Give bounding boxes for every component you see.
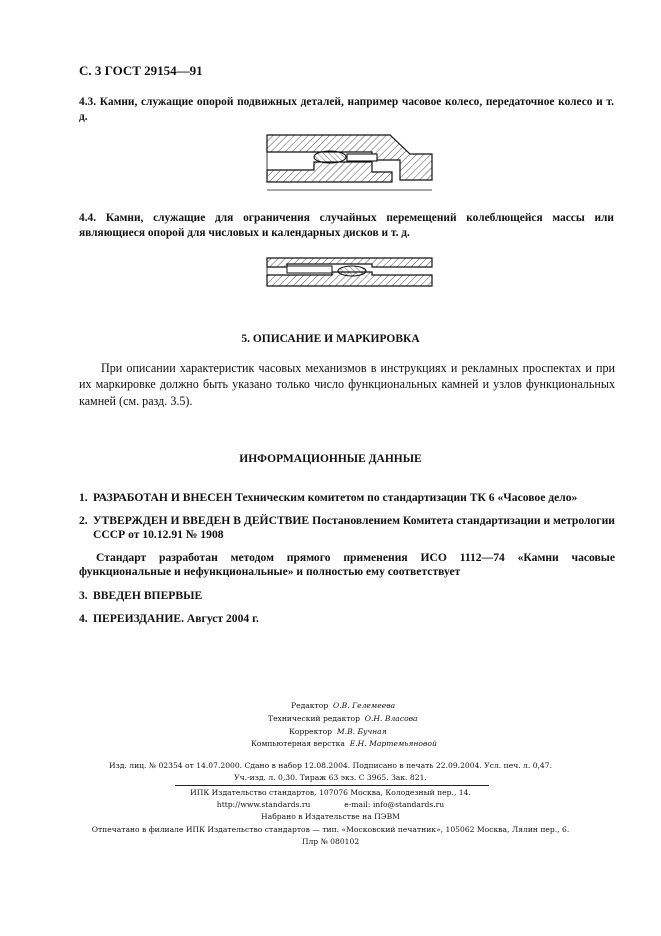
printing-info-line-4: Отпечатано в филиале ИПК Издательство стандартов — тип. «Московский печатник», 105062 Москва, Лялин пер., 6. (91, 824, 570, 834)
layout-label: Компьютерная верстка (251, 739, 345, 749)
printing-info-line-5: Плр № 080102 (301, 836, 360, 846)
item-text: Август 2004 г. (186, 612, 259, 625)
proofreader-name: М.В. Бучная (336, 726, 387, 736)
item-heading: ВВЕДЕН ВПЕРВЫЕ (93, 589, 203, 602)
proofreader-line (289, 726, 387, 739)
item-heading: РАЗРАБОТАН И ВНЕСЕН (93, 491, 233, 504)
item-text-continued: СССР от 10.12.91 № 1908 (93, 528, 224, 541)
tech-editor-label: Технический редактор (268, 713, 360, 723)
item-heading: УТВЕРЖДЕН И ВВЕДЕН В ДЕЙСТВИЕ (93, 514, 310, 527)
layout-line (251, 738, 437, 751)
tech-editor-line (268, 713, 418, 726)
info-data-title: ИНФОРМАЦИОННЫЕ ДАННЫЕ (239, 453, 422, 465)
printing-info (0, 787, 661, 848)
printing-info-line-2: http://www.standards.ru e-mail: info@standards.ru (216, 800, 445, 810)
editor-line (291, 700, 395, 713)
editor-label: Редактор (291, 701, 329, 710)
standard-note: Стандарт разработан методом прямого применения ИСО 1112—74 «Камни часовые функциональные и нефункциональные» и полностью ему соответствует (79, 551, 615, 578)
cross-section-drawing-2 (262, 253, 434, 293)
publication-info-line-1: Изд. лиц. № 02354 от 14.07.2000. Сдано в набор 12.08.2004. Подписано в печать 22.09.2004. Усл. печ. л. 0,47. (108, 761, 553, 770)
info-item-1 (79, 491, 619, 505)
publication-info (0, 760, 661, 785)
section-5-paragraph: При описании характеристик часовых механизмов в инструкциях и рекламных проспектах и при их маркировке должно быть указано только число функциональных камней и узлов функциональных камней (см. разд. 3.5). (79, 361, 615, 408)
item-heading: ПЕРЕИЗДАНИЕ. (93, 612, 185, 625)
printing-info-line-3: Набрано в Издательстве на ПЭВМ (261, 812, 400, 822)
item-text: Техническим комитетом по стандартизации ТК 6 «Часовое дело» (235, 491, 578, 504)
info-item-2 (79, 514, 619, 542)
clause-4-4: 4.4. Камни, служащие для ограничения случайных перемещений колеблющейся массы или являющиеся опорой для числовых и календарных дисков и т. д. (79, 212, 614, 239)
item-number: 2. (79, 514, 88, 527)
proofreader-label: Корректор (289, 726, 333, 736)
item-number: 1. (79, 491, 88, 504)
figure-jewel-disc-support (262, 253, 434, 298)
clause-4-3: 4.3. Камни, служащие опорой подвижных деталей, например часовое колесо, передаточное колесо и т. д. (79, 96, 614, 123)
cross-section-drawing-1 (262, 132, 434, 194)
editor-name: О.В. Гелемеева (333, 701, 396, 710)
tech-editor-name: О.Н. Власова (364, 713, 418, 723)
publication-info-line-2: Уч.-изд. л. 0,30. Тираж 63 экз. С 3965. Зак. 821. (234, 773, 427, 783)
item-number: 4. (79, 612, 88, 625)
item-text: Постановлением Комитета стандартизации и метрологии (312, 514, 615, 527)
info-item-3 (79, 589, 619, 603)
info-item-4 (79, 612, 619, 626)
page-header: С. 3 ГОСТ 29154—91 (79, 63, 203, 78)
printing-info-line-1: ИПК Издательство стандартов, 107076 Москва, Колодезный пер., 14. (190, 788, 471, 797)
layout-name: Е.Н. Мартемьяновой (349, 739, 437, 749)
section-5-title: 5. ОПИСАНИЕ И МАРКИРОВКА (241, 333, 420, 345)
divider-rule (175, 785, 489, 786)
figure-jewel-bearing-wheel (262, 132, 434, 199)
item-number: 3. (79, 589, 88, 602)
